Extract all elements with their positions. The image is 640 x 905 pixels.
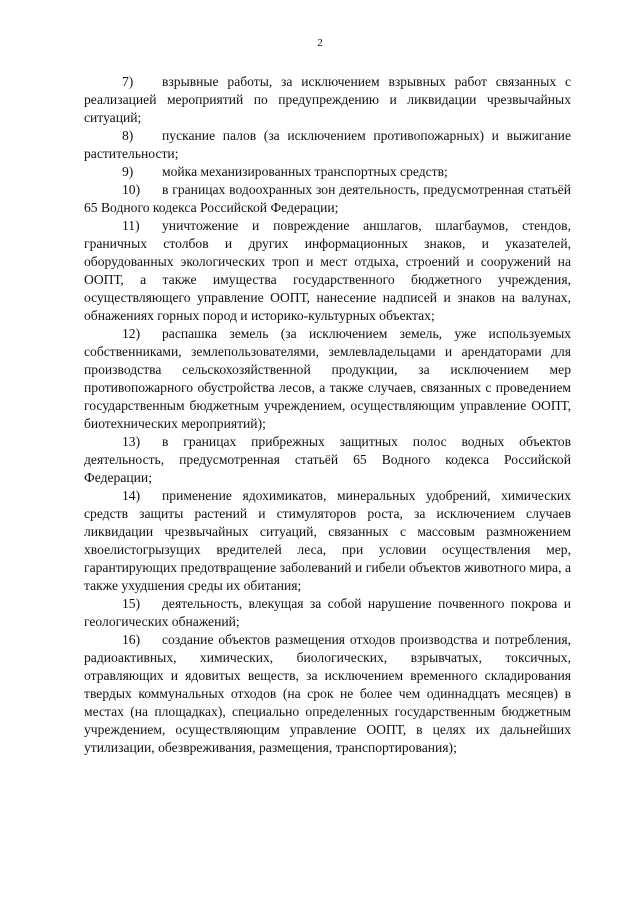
item-text: уничтожение и повреждение аншлагов, шлагбаумов, стендов, граничных столбов и других информационных знаков, и указателей, оборудованных экологических троп и мест отдыха, строений и сооружений на ООПТ, а также имущества государственного бюджетного учреждения, осуществляющего управление ООПТ, нанесение надписей и знаков на валунах, обнажениях горных пород и историко-культурных объектах; xyxy=(84,218,571,323)
item-text: деятельность, влекущая за собой нарушение почвенного покрова и геологических обнажений; xyxy=(84,596,571,629)
item-number: 13) xyxy=(122,434,141,449)
list-item xyxy=(84,595,571,631)
document-body xyxy=(84,73,571,757)
item-text: взрывные работы, за исключением взрывных работ связанных с реализацией мероприятий по предупреждению и ликвидации чрезвычайных ситуаций; xyxy=(84,74,571,125)
item-text: создание объектов размещения отходов производства и потребления, радиоактивных, химических, биологических, взрывчатых, токсичных, отравляющих и ядовитых веществ, за исключением временного складирования твердых коммунальных отходов (на срок не более чем одиннадцать месяцев) в местах (на площадках), специально определенных государственным бюджетным учреждением, осуществляющим управление ООПТ, в целях их дальнейших утилизации, обезвреживания, размещения, транспортирования); xyxy=(84,632,571,755)
list-item xyxy=(84,325,571,433)
item-number: 8) xyxy=(122,128,134,143)
item-number: 10) xyxy=(122,182,141,197)
list-item xyxy=(84,631,571,757)
list-item xyxy=(84,181,571,217)
item-number: 16) xyxy=(122,632,141,647)
item-text: в границах водоохранных зон деятельность, предусмотренная статьёй 65 Водного кодекса Российской Федерации; xyxy=(84,182,571,215)
page-number: 2 xyxy=(317,37,323,49)
list-item xyxy=(84,433,571,487)
item-number: 14) xyxy=(122,488,141,503)
item-number: 9) xyxy=(122,164,134,179)
item-number: 15) xyxy=(122,596,141,611)
item-text: в границах прибрежных защитных полос водных объектов деятельность, предусмотренная статьёй 65 Водного кодекса Российской Федерации; xyxy=(84,434,571,485)
item-text: мойка механизированных транспортных средств; xyxy=(162,164,448,179)
item-number: 11) xyxy=(122,218,140,233)
list-item xyxy=(84,487,571,595)
item-text: применение ядохимикатов, минеральных удобрений, химических средств защиты растений и стимуляторов роста, за исключением случаев ликвидации чрезвычайных ситуаций, связанных с массовым размножением хвоелистогрызущих вредителей леса, при условии осуществления мер, гарантирующих предотвращение заболеваний и гибели объектов животного мира, а также ухудшения среды их обитания; xyxy=(84,488,571,593)
item-number: 7) xyxy=(122,74,134,89)
item-number: 12) xyxy=(122,326,141,341)
list-item xyxy=(84,73,571,127)
list-item xyxy=(84,217,571,325)
item-text: распашка земель (за исключением земель, уже используемых собственниками, землепользователями, землевладельцами и арендаторами для производства сельскохозяйственной продукции, за исключением мер противопожарного обустройства лесов, а также случаев, связанных с проведением государственным бюджетным учреждением, осуществляющим управление ООПТ, биотехнических мероприятий); xyxy=(84,326,571,431)
item-text: пускание палов (за исключением противопожарных) и выжигание растительности; xyxy=(84,128,571,161)
list-item xyxy=(84,163,571,181)
list-item xyxy=(84,127,571,163)
